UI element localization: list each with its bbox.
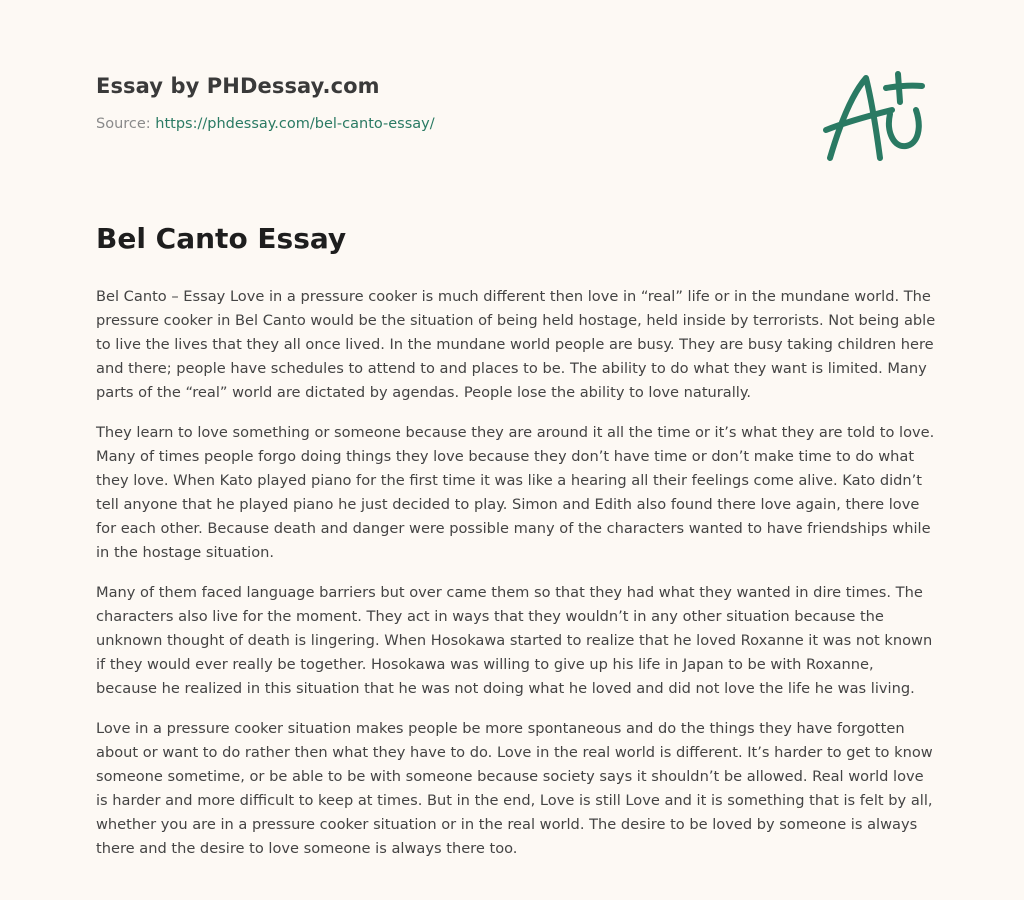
essay-paragraph: Love in a pressure cooker situation makes people be more spontaneous and do the things they have forgotten about or want to do rather then what they have to do. Love in the real world is different. It’s harder to get to know someone sometime, or be able to be with someone because society says it shouldn’t be allowed. Real world love is harder and more difficult to keep at times. But in the end, Love is still Love and it is something that is felt by all, whether you are in a pressure cooker situation or in the real world. The desire to be loved by someone is always there and the desire to love someone is always there too.: [96, 720, 933, 857]
a-plus-grade-icon: [820, 66, 932, 166]
essay-paragraph: They learn to love something or someone because they are around it all the time or it’s what they are told to love. Many of times people forgo doing things they love because they don’t have time or don’t make time to do what they love. When Kato played piano for the first time it was like a hearing all their feelings come alive. Kato didn’t tell anyone that he played piano he just decided to play. Simon and Edith also found there love again, there love for each other. Because death and danger were possible many of the characters wanted to have friendships while in the hostage situation.: [96, 424, 935, 561]
page-header: [96, 74, 856, 132]
essay-title: Bel Canto Essay: [96, 222, 347, 255]
source-label: Source:: [96, 116, 156, 132]
source-line: [96, 116, 856, 132]
site-brand: Essay by PHDessay.com: [96, 74, 380, 98]
source-link[interactable]: https://phdessay.com/bel-canto-essay/: [155, 116, 435, 132]
essay-paragraph: Bel Canto – Essay Love in a pressure cooker is much different then love in “real” life or in the mundane world. The pressure cooker in Bel Canto would be the situation of being held hostage, held inside by terrorists. Not being able to live the lives that they all once lived. In the mundane world people are busy. They are busy taking children here and there; people have schedules to attend to and places to be. The ability to do what they want is limited. Many parts of the “real” world are dictated by agendas. People lose the ability to love naturally.: [96, 288, 936, 401]
essay-body: [96, 285, 936, 877]
essay-paragraph: Many of them faced language barriers but over came them so that they had what they wanted in dire times. The characters also live for the moment. They act in ways that they wouldn’t in any other situation because the unknown thought of death is lingering. When Hosokawa started to realize that he loved Roxanne it was not known if they would ever really be together. Hosokawa was willing to give up his life in Japan to be with Roxanne, because he realized in this situation that he was not doing what he loved and did not love the life he was living.: [96, 584, 933, 697]
